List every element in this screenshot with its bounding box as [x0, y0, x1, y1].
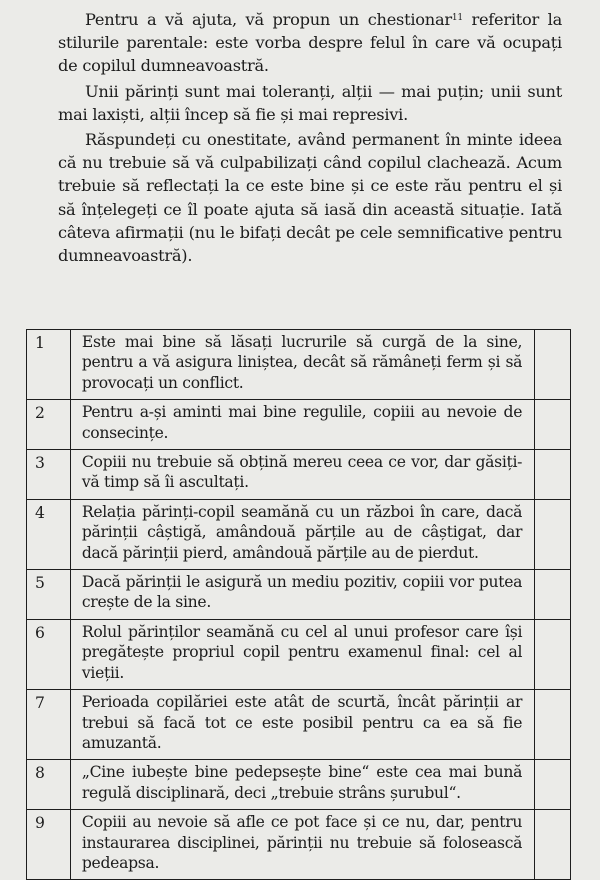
item-checkbox-cell[interactable] [535, 499, 571, 569]
footnote-marker: 11 [451, 13, 463, 23]
item-statement: Copiii nu trebuie să obțină mereu ceea ce vor, dar găsiți-vă timp să îi ascultați. [70, 450, 534, 500]
item-number: 8 [27, 760, 71, 810]
item-checkbox-cell[interactable] [535, 330, 571, 400]
item-number: 5 [27, 570, 71, 620]
item-statement: Perioada copilăriei este atât de scurtă, încât părinții ar trebui să facă tot ce este posibil pentru ca ea să fie amuzantă. [70, 690, 534, 760]
intro-paragraph-1 [58, 8, 562, 78]
table-row [27, 570, 571, 620]
item-number: 7 [27, 690, 71, 760]
item-number: 6 [27, 619, 71, 689]
item-statement: Relația părinți-copil seamănă cu un război în care, dacă părinții câștigă, amândouă părțile au de câștigat, dar dacă părinții pierd, amândouă părțile au de pierdut. [70, 499, 534, 569]
item-checkbox-cell[interactable] [535, 570, 571, 620]
item-statement: Rolul părinților seamănă cu cel al unui profesor care își pregătește propriul copil pentru examenul final: cel al vieții. [70, 619, 534, 689]
item-number: 9 [27, 810, 71, 880]
item-statement: Pentru a-și aminti mai bine regulile, copiii au nevoie de consecințe. [70, 400, 534, 450]
item-checkbox-cell[interactable] [535, 450, 571, 500]
table-row [27, 450, 571, 500]
intro-paragraph-3: Răspundeți cu onestitate, având permanent în minte ideea că nu trebuie să vă culpabilizați când copilul clachează. Acum trebuie să reflectați la ce este bine și ce este rău pentru el și să înțelegeți ce îl poate ajuta să iasă din această situație. Iată câteva afirmații (nu le bifați decât pe cele semnificative pentru dumneavoastră). [58, 130, 562, 266]
item-checkbox-cell[interactable] [535, 810, 571, 880]
item-checkbox-cell[interactable] [535, 400, 571, 450]
table-row [27, 760, 571, 810]
table-row [27, 690, 571, 760]
intro-paragraph-2: Unii părinți sunt mai toleranți, alții — mai puțin; unii sunt mai laxiști, alții încep să fie și mai represivi. [58, 81, 562, 124]
item-statement: „Cine iubește bine pedepsește bine“ este cea mai bună regulă disciplinară, deci „trebuie strâns șurubul“. [70, 760, 534, 810]
item-statement: Copiii au nevoie să afle ce pot face și ce nu, dar, pentru instaurarea disciplinei, părinții nu trebuie să folosească pedeapsa. [70, 810, 534, 880]
intro-text [58, 8, 562, 267]
item-statement: Dacă părinții le asigură un mediu pozitiv, copiii vor putea crește de la sine. [70, 570, 534, 620]
item-number: 3 [27, 450, 71, 500]
item-checkbox-cell[interactable] [535, 619, 571, 689]
item-checkbox-cell[interactable] [535, 690, 571, 760]
item-statement: Este mai bine să lăsați lucrurile să curgă de la sine, pentru a vă asigura liniștea, decât să rămâneți ferm și să provocați un conflict. [70, 330, 534, 400]
table-row [27, 330, 571, 400]
table-row [27, 619, 571, 689]
item-number: 1 [27, 330, 71, 400]
item-number: 2 [27, 400, 71, 450]
intro-paragraph-1-text: Pentru a vă ajuta, vă propun un chestionar [85, 10, 452, 29]
table-row [27, 810, 571, 880]
item-number: 4 [27, 499, 71, 569]
table-row [27, 400, 571, 450]
questionnaire-table [26, 329, 571, 880]
table-row [27, 499, 571, 569]
item-checkbox-cell[interactable] [535, 760, 571, 810]
intro-paragraph-1-rest: referitor la stilurile parentale: este vorba despre felul în care vă ocupați de copilul dumneavoastră. [58, 10, 562, 76]
